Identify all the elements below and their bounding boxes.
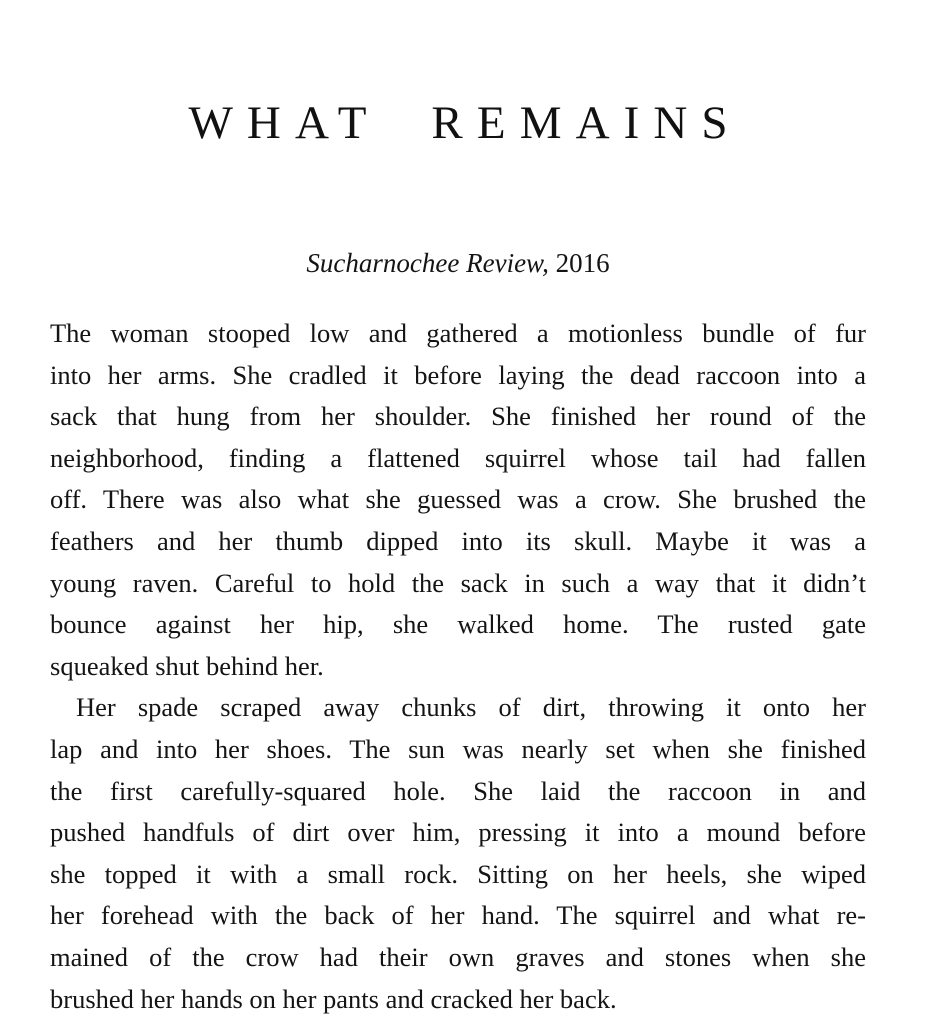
story-line: feathers and her thumb dipped into its skull. Maybe it was a (50, 525, 866, 556)
story-line: lap and into her shoes. The sun was nearly set when she finished (50, 733, 866, 764)
story-line: into her arms. She cradled it before laying the dead raccoon into a (50, 359, 866, 390)
story-line: Her spade scraped away chunks of dirt, throwing it onto her (76, 692, 866, 723)
story-line: bounce against her hip, she walked home. The rusted gate (50, 609, 866, 640)
story-line: off. There was also what she guessed was a crow. She brushed the (50, 484, 866, 515)
story-title: WHAT REMAINS (188, 97, 742, 149)
publication-year: 2016 (555, 248, 610, 278)
publication-name: Sucharnochee Review, (306, 248, 549, 278)
story-line: pushed handfuls of dirt over him, pressing it into a mound before (50, 817, 866, 848)
publication-line (50, 245, 866, 281)
story-paragraph-2 (50, 687, 866, 1020)
story-line: squeaked shut behind her. (50, 650, 324, 681)
story-line: mained of the crow had their own graves and stones when she (50, 941, 866, 972)
story-line: young raven. Careful to hold the sack in such a way that it didn’t (50, 567, 866, 598)
story-line: the first carefully-squared hole. She laid the raccoon in and (50, 775, 866, 806)
story-line: sack that hung from her shoulder. She finished her round of the (50, 401, 866, 432)
story-line: neighborhood, finding a flattened squirrel whose tail had fallen (50, 442, 866, 473)
story-body (50, 313, 866, 1020)
story-line: her forehead with the back of her hand. The squirrel and what re- (50, 900, 866, 931)
story-line: The woman stooped low and gathered a motionless bundle of fur (50, 318, 866, 348)
story-paragraph-1 (50, 313, 866, 687)
story-line: she topped it with a small rock. Sitting on her heels, she wiped (50, 858, 866, 889)
story-line: brushed her hands on her pants and cracked her back. (50, 983, 617, 1014)
